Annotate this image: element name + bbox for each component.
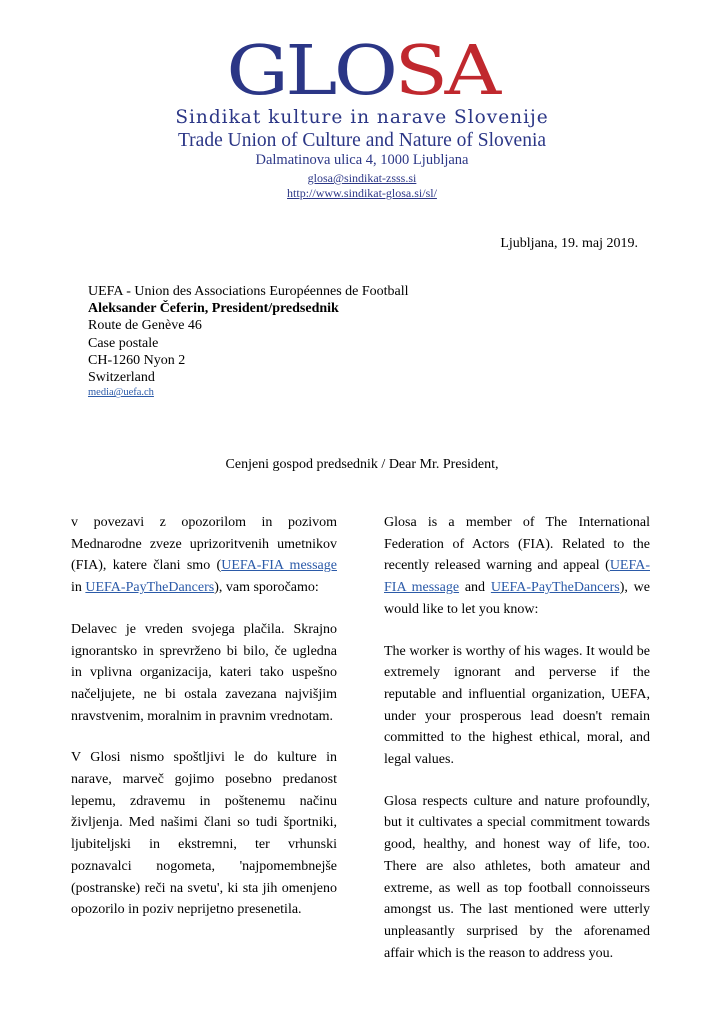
right-link-uefa-paythedancers[interactable]: UEFA-PayTheDancers bbox=[490, 580, 620, 596]
recipient-name: Aleksander Čeferin, President/predsednik bbox=[88, 301, 339, 317]
recipient-org: UEFA - Union des Associations Européennes de Football bbox=[88, 284, 409, 299]
letterhead-subtitle-sl: Sindikat kulture in narave Slovenije bbox=[175, 107, 549, 128]
right-p1-text-a: Glosa is a member of The International Federation of Actors (FIA). Related to the recently released warning and appeal ( bbox=[384, 515, 650, 574]
left-paragraph-3: V Glosi nismo spoštljivi le do kulture in narave, marveč gojimo posebno predanost lepemu, zdravemu in poštenemu načinu življenja. Med našimi člani so tudi športniki, ljubiteljski in ekstremni, ter vrhunski poznavalci nogometa, 'najpomembnejše (postranske) reči na svetu', ki sta jih omenjeno opozorilo in poziv neprijetno presenetila. bbox=[71, 750, 337, 918]
left-paragraph-2: Delavec je vreden svojega plačila. Skrajno ignorantsko in sprevrženo bi bilo, če ugledna in vplivna organizacija, kateri tako uspešno načeljujete, ne bi ostala zavezana najvišjim nravstvenim, moralnim in pravnim vrednotam. bbox=[71, 621, 337, 724]
right-paragraph-1 bbox=[384, 512, 650, 621]
left-link-uefa-paythedancers[interactable]: UEFA-PayTheDancers bbox=[85, 580, 215, 596]
right-p1-text-c: ), we would like to let you know: bbox=[384, 580, 650, 617]
right-column-english bbox=[384, 512, 650, 984]
glosa-logo bbox=[0, 32, 724, 111]
left-p1-text-a: v povezavi z opozorilom in pozivom Mednarodne zveze uprizoritvenih umetnikov (FIA), katere člani smo ( bbox=[71, 515, 337, 574]
logo-text-gl: GL bbox=[226, 32, 334, 111]
recipient-city: CH-1260 Nyon 2 bbox=[88, 352, 186, 368]
recipient-block bbox=[88, 283, 409, 400]
letterhead-subtitle-en: Trade Union of Culture and Nature of Slovenia bbox=[177, 130, 547, 151]
left-paragraph-1 bbox=[71, 512, 337, 599]
salutation: Cenjeni gospod predsednik / Dear Mr. President, bbox=[225, 457, 499, 472]
recipient-email-link[interactable]: media@uefa.ch bbox=[88, 387, 154, 399]
recipient-country: Switzerland bbox=[88, 370, 155, 386]
right-link-uefa-fia-message[interactable]: UEFA-FIA message bbox=[384, 558, 650, 596]
left-p1-text-b: in bbox=[71, 580, 86, 596]
right-p1-text-b: and bbox=[459, 580, 491, 596]
left-column-slovenian bbox=[71, 512, 337, 941]
left-p1-text-c: ), vam sporočamo: bbox=[214, 580, 319, 596]
logo-text-sa: SA bbox=[394, 32, 498, 111]
recipient-street: Route de Genève 46 bbox=[88, 318, 202, 334]
right-paragraph-3: Glosa respects culture and nature profoundly, but it cultivates a special commitment towards good, healthy, and honest way of life, too. There are also athletes, both amateur and extreme, as well as top football connoisseurs amongst us. The last mentioned were utterly unpleasantly surprised by the aforenamed affair which is the reason to address you. bbox=[384, 793, 650, 961]
letterhead-address: Dalmatinova ulica 4, 1000 Ljubljana bbox=[255, 152, 469, 168]
letter-date: Ljubljana, 19. maj 2019. bbox=[500, 236, 638, 251]
recipient-box: Case postale bbox=[88, 335, 159, 351]
letterhead-email-link[interactable]: glosa@sindikat-zsss.si bbox=[307, 171, 417, 185]
letterhead-website-link[interactable]: http://www.sindikat-glosa.si/sl/ bbox=[287, 186, 437, 200]
right-paragraph-2: The worker is worthy of his wages. It would be extremely ignorant and perverse if the reputable and influential organization, UEFA, under your prosperous lead doesn't remain committed to the highest ethical, moral, and legal values. bbox=[384, 643, 650, 768]
left-link-uefa-fia-message[interactable]: UEFA-FIA message bbox=[221, 558, 337, 574]
logo-text-o: O bbox=[333, 32, 395, 111]
